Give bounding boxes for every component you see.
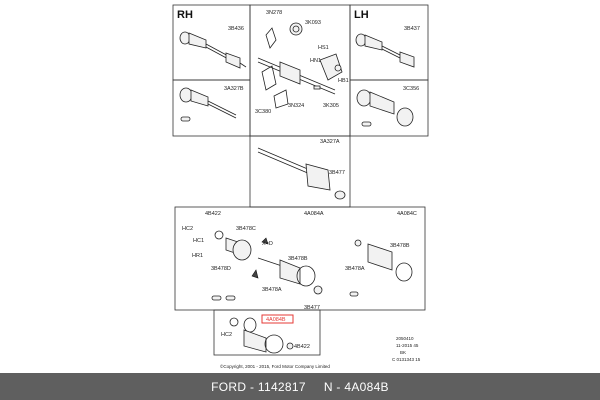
label-3b478a-b: 3B478A: [345, 266, 365, 272]
label-3b477-top: 3B477: [329, 170, 345, 176]
label-3k093: 3K093: [305, 20, 321, 26]
label-hc1: HC1: [193, 238, 205, 244]
label-3a327b: 3A327B: [224, 86, 244, 92]
label-4b422-b: 4B422: [294, 344, 310, 350]
label-3b477-bottom: 3B477: [304, 305, 320, 311]
lh-joint: [357, 90, 413, 126]
label-4a084c: 4A084C: [397, 211, 417, 217]
label-3b436: 3B436: [228, 26, 244, 32]
rh-short-shaft: [180, 88, 236, 121]
label-x-equals-d: X=D: [262, 241, 273, 247]
stamp-line-4: C 0131343 15: [392, 357, 421, 362]
label-3b478b-b: 3B478B: [390, 243, 410, 249]
rh-header: RH: [177, 9, 193, 21]
footer-brand-part: FORD - 1142817: [211, 379, 306, 394]
intermediate-shaft-assembly: [258, 23, 342, 108]
label-3n324: 3N324: [288, 103, 305, 109]
lh-header: LH: [354, 9, 369, 21]
label-3c380: 3C380: [255, 109, 272, 115]
stamp-line-2: 11-2015 45: [396, 343, 419, 348]
footer-ref-part: N - 4A084B: [323, 379, 389, 394]
footer-bar: [0, 373, 600, 400]
label-4a084a: 4A084A: [304, 211, 324, 217]
label-hn1: HN1: [310, 58, 322, 64]
label-hc2-b: HC2: [221, 332, 233, 338]
label-3k305: 3K305: [323, 103, 339, 109]
label-3c356: 3C356: [403, 86, 420, 92]
copyright-text: ©Copyright, 2001 - 2015, Ford Motor Company Limited: [220, 364, 330, 369]
label-hc2-a: HC2: [182, 226, 194, 232]
rh-driveshaft: [180, 32, 246, 68]
label-3b478a-a: 3B478A: [262, 287, 282, 293]
label-4a084b-highlight[interactable]: 4A084B: [266, 317, 286, 323]
stamp-line-3: BK: [400, 350, 407, 355]
label-3b478c: 3B478C: [236, 226, 256, 232]
label-3a327a: 3A327A: [320, 139, 340, 145]
label-hs1: HS1: [318, 45, 329, 51]
label-hb1: HB1: [338, 78, 349, 84]
lh-driveshaft: [356, 34, 414, 67]
label-3b478d: 3B478D: [211, 266, 231, 272]
stamp-line-1: 2050410: [396, 336, 414, 341]
label-3n278: 3N278: [266, 10, 283, 16]
label-3b478b-a: 3B478B: [288, 256, 308, 262]
label-3b437: 3B437: [404, 26, 420, 32]
label-4b422-a: 4B422: [205, 211, 221, 217]
label-hr1: HR1: [192, 253, 204, 259]
